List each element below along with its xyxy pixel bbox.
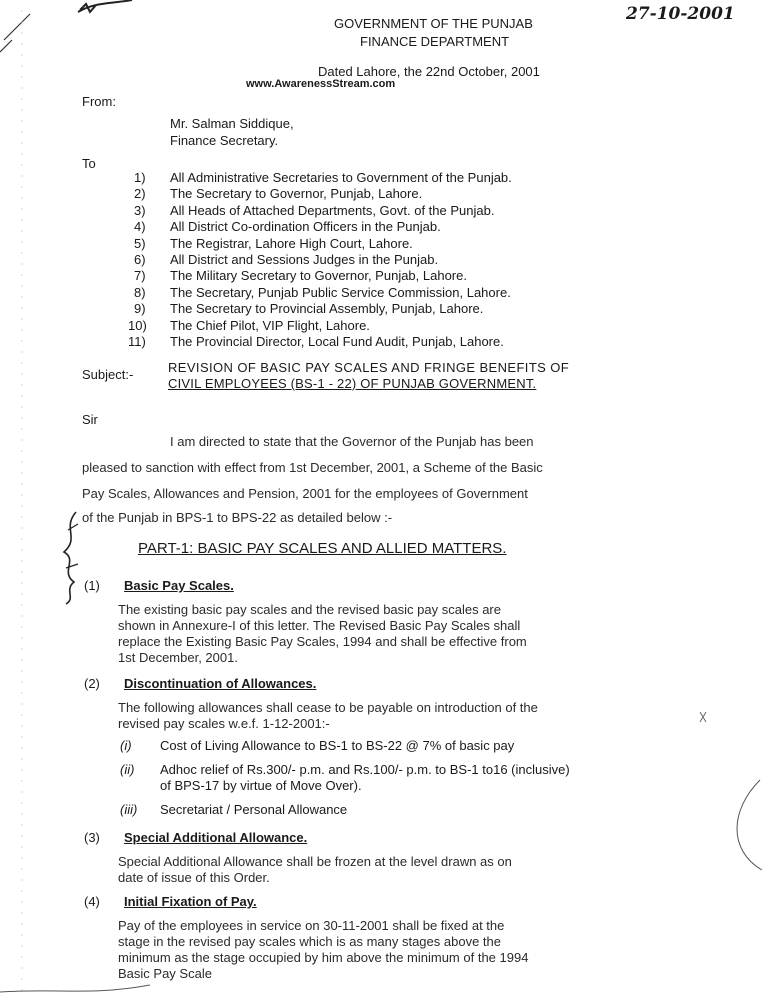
section-body-line: shown in Annexure-I of this letter. The Revised Basic Pay Scales shall — [118, 618, 521, 633]
intro-line-1: I am directed to state that the Governor of the Punjab has been — [170, 434, 534, 449]
section-body-line: The following allowances shall cease to be payable on introduction of the — [118, 700, 538, 715]
date-line: Dated Lahore, the 22nd October, 2001 — [318, 64, 540, 79]
dept-line-1: GOVERNMENT OF THE PUNJAB — [334, 16, 533, 31]
recipient-number: 10) — [128, 317, 147, 333]
from-label: From: — [82, 94, 116, 109]
watermark-url: www.AwarenessStream.com — [246, 78, 396, 90]
section-number: (3) — [84, 830, 100, 845]
section-number: (1) — [84, 578, 100, 593]
recipient-number: 2) — [134, 186, 146, 202]
sub-item-number: (ii) — [120, 762, 135, 777]
to-label: To — [82, 156, 96, 171]
recipient-item: All District Co-ordination Officers in the Punjab. — [170, 219, 441, 235]
sub-item-line: of BPS-17 by virtue of Move Over). — [160, 778, 362, 793]
section-body-line: Special Additional Allowance shall be frozen at the level drawn as on — [118, 854, 512, 869]
sub-item-line: Cost of Living Allowance to BS-1 to BS-22 @ 7% of basic pay — [160, 738, 515, 753]
recipient-item: The Provincial Director, Local Fund Audit, Punjab, Lahore. — [170, 334, 504, 349]
recipient-item: The Registrar, Lahore High Court, Lahore. — [170, 235, 413, 251]
recipient-item: The Secretary to Provincial Assembly, Punjab, Lahore. — [170, 301, 484, 317]
section-body-line: replace the Existing Basic Pay Scales, 1994 and shall be effective from — [118, 634, 527, 649]
recipient-item: The Secretary, Punjab Public Service Commission, Lahore. — [170, 284, 511, 300]
section-body-line: The existing basic pay scales and the revised basic pay scales are — [118, 602, 501, 617]
recipient-item: All Heads of Attached Departments, Govt. of the Punjab. — [170, 202, 495, 218]
sender-title: Finance Secretary. — [170, 133, 279, 148]
section-body-line: stage in the revised pay scales which is as many stages above the — [118, 934, 501, 949]
recipient-number: 1) — [134, 170, 146, 185]
section-heading: Basic Pay Scales. — [124, 578, 234, 593]
section-body-line: date of issue of this Order. — [118, 870, 270, 885]
sub-item-line: Adhoc relief of Rs.300/- p.m. and Rs.100/- p.m. to BS-1 to16 (inclusive) — [160, 762, 570, 777]
recipient-number: 7) — [134, 268, 146, 284]
recipient-number: 3) — [134, 202, 146, 218]
section-body-line: 1st December, 2001. — [118, 650, 238, 665]
recipient-number: 9) — [134, 301, 146, 317]
intro-line-2: pleased to sanction with effect from 1st December, 2001, a Scheme of the Basic — [82, 460, 543, 475]
section-heading: Discontinuation of Allowances. — [124, 676, 317, 691]
intro-line-3: Pay Scales, Allowances and Pension, 2001 for the employees of Government — [82, 486, 528, 501]
recipient-item: The Chief Pilot, VIP Flight, Lahore. — [170, 317, 370, 333]
section-body-line: Pay of the employees in service on 30-11-2001 shall be fixed at the — [118, 918, 505, 933]
subject-label: Subject:- — [82, 367, 134, 382]
subject-line-2: CIVIL EMPLOYEES (BS-1 - 22) OF PUNJAB GOVERNMENT. — [168, 376, 537, 391]
recipient-item: The Secretary to Governor, Punjab, Lahore. — [170, 186, 423, 202]
section-heading: Special Additional Allowance. — [124, 830, 308, 845]
recipient-item: All District and Sessions Judges in the Punjab. — [170, 252, 439, 267]
section-heading: Initial Fixation of Pay. — [124, 894, 257, 909]
section-number: (4) — [84, 894, 100, 909]
recipient-item: The Military Secretary to Governor, Punjab, Lahore. — [170, 268, 467, 284]
recipient-number: 4) — [134, 219, 146, 235]
part-1-title: PART-1: BASIC PAY SCALES AND ALLIED MATTERS. — [138, 540, 507, 557]
sub-item-line: Secretariat / Personal Allowance — [160, 802, 348, 817]
recipient-number: 6) — [134, 252, 146, 267]
section-body-line: revised pay scales w.e.f. 1-12-2001:- — [118, 716, 330, 731]
recipient-number: 11) — [128, 334, 146, 349]
dept-line-2: FINANCE DEPARTMENT — [360, 34, 510, 49]
sub-item-number: (i) — [120, 738, 132, 753]
intro-line-4: of the Punjab in BPS-1 to BPS-22 as detailed below :- — [82, 510, 393, 525]
subject-line-1: REVISION OF BASIC PAY SCALES AND FRINGE BENEFITS OF — [168, 360, 570, 375]
salutation: Sir — [82, 412, 98, 427]
handwritten-date: 27-10-2001 — [626, 4, 735, 24]
recipient-item: All Administrative Secretaries to Government of the Punjab. — [170, 170, 512, 185]
section-body-line: Basic Pay Scale — [118, 966, 212, 981]
section-number: (2) — [84, 676, 100, 691]
recipient-number: 8) — [134, 284, 146, 300]
recipient-number: 5) — [134, 235, 146, 251]
sender-name: Mr. Salman Siddique, — [170, 116, 294, 131]
section-body-line: minimum as the stage occupied by him above the minimum of the 1994 — [118, 950, 529, 965]
sub-item-number: (iii) — [120, 802, 138, 817]
